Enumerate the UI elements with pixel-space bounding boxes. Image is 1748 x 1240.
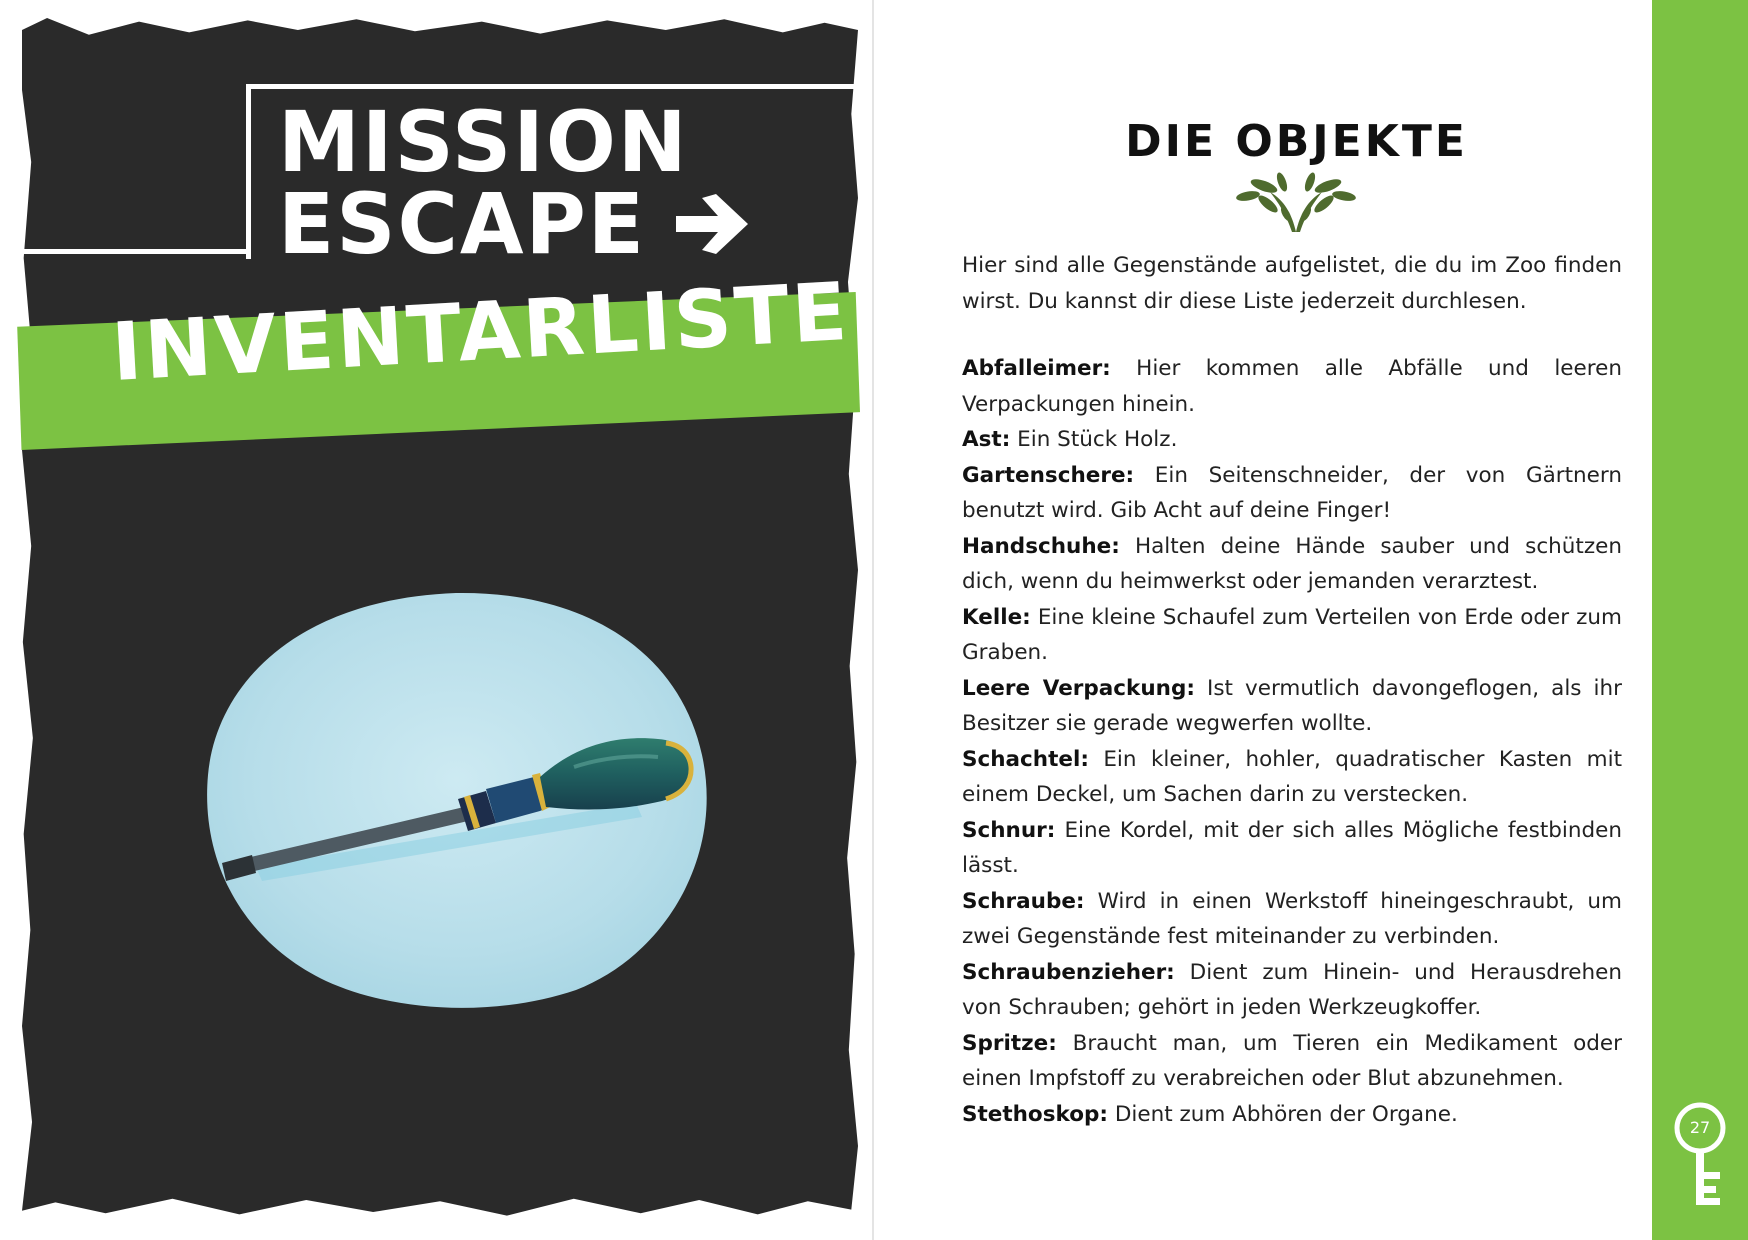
intro-paragraph: Hier sind alle Gegenstände aufgelistet, die du im Zoo finden wirst. Du kannst dir diese Liste jederzeit durchlesen. xyxy=(962,253,1622,314)
list-item xyxy=(962,671,1622,742)
item-description: Dient zum Hinein- und Herausdrehen von Schrauben; gehört in jeden Werkzeugkoffer. xyxy=(962,959,1623,1020)
item-term: Schachtel: xyxy=(962,746,1089,772)
item-description: Eine Kordel, mit der sich alles Mögliche festbinden lässt. xyxy=(962,817,1622,878)
item-description: Ist vermutlich davongeflogen, als ihr Besitzer sie gerade wegwerfen wollte. xyxy=(962,675,1622,736)
inventory-list xyxy=(962,351,1622,1132)
green-side-strip xyxy=(1652,0,1748,1240)
item-term: Abfalleimer: xyxy=(962,356,1111,381)
item-term: Kelle: xyxy=(962,604,1031,630)
item-term: Handschuhe: xyxy=(962,533,1120,559)
list-item xyxy=(962,955,1622,1026)
leaves-icon xyxy=(1234,170,1358,236)
title-frame-line xyxy=(22,249,251,254)
item-term: Schraubenzieher: xyxy=(962,959,1175,985)
item-term: Spritze: xyxy=(962,1030,1057,1056)
item-term: Stethoskop: xyxy=(962,1101,1108,1127)
item-description: Halten deine Hände sauber und schützen dich, wenn du heimwerkst oder jemanden verarztest. xyxy=(962,533,1622,594)
list-item xyxy=(962,351,1622,422)
item-description: Braucht man, um Tieren ein Medikament oder einen Impfstoff zu verabreichen oder Blut abzunehmen. xyxy=(962,1030,1622,1091)
list-item xyxy=(962,884,1622,955)
list-item xyxy=(962,742,1622,813)
item-description: Ein Stück Holz. xyxy=(1017,427,1178,452)
screwdriver-illustration xyxy=(196,585,716,1015)
list-item xyxy=(962,600,1622,671)
title-mission: MISSION xyxy=(278,93,689,191)
list-item xyxy=(962,458,1622,529)
inventory-banner-title: INVENTARLISTE xyxy=(109,264,853,399)
title-escape: ESCAPE xyxy=(278,175,646,273)
list-item xyxy=(962,529,1622,600)
item-term: Leere Verpackung: xyxy=(962,675,1195,701)
item-description: Wird in einen Werkstoff hineingeschraubt, um zwei Gegenstände fest miteinander zu verbinden. xyxy=(962,888,1622,949)
item-description: Ein Seitenschneider, der von Gärtnern benutzt wird. Gib Acht auf deine Finger! xyxy=(962,462,1622,523)
item-term: Gartenschere: xyxy=(962,462,1135,488)
item-term: Schnur: xyxy=(962,817,1056,843)
item-description: Ein kleiner, hohler, quadratischer Kasten mit einem Deckel, um Sachen darin zu verstecken. xyxy=(962,746,1622,807)
item-description: Eine kleine Schaufel zum Verteilen von Erde oder zum Graben. xyxy=(962,604,1622,665)
item-term: Schraube: xyxy=(962,888,1085,914)
list-item xyxy=(962,1026,1622,1097)
right-page xyxy=(874,0,1748,1240)
right-arrow-icon xyxy=(672,188,752,260)
page-number: 27 xyxy=(1689,1118,1711,1137)
list-item xyxy=(962,422,1622,458)
list-item xyxy=(962,813,1622,884)
item-description: Hier kommen alle Abfälle und leeren Verpackungen hinein. xyxy=(962,356,1622,417)
item-description: Dient zum Abhören der Organe. xyxy=(1114,1101,1458,1127)
list-item xyxy=(962,1097,1622,1133)
item-term: Ast: xyxy=(962,427,1011,452)
section-title: DIE OBJEKTE xyxy=(1125,116,1468,167)
